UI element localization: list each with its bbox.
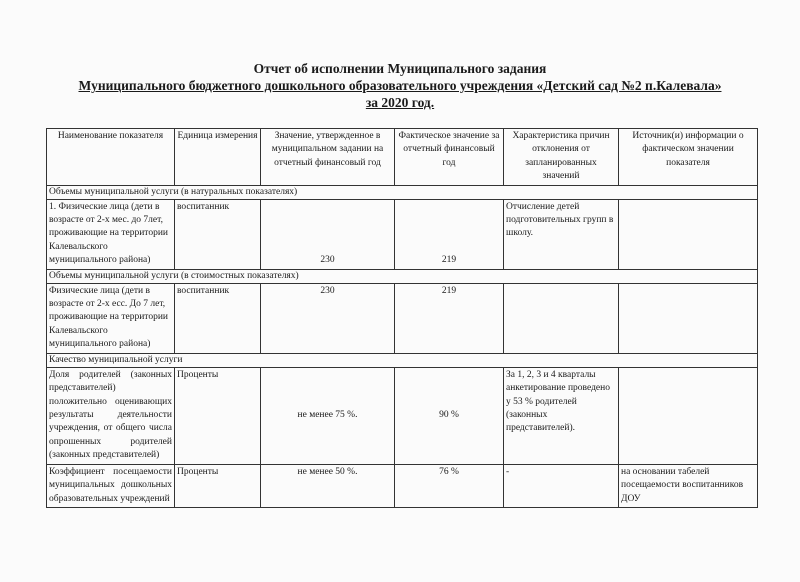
- cell-indicator-name: 1. Физические лица (дети в возрасте от 2-х мес. до 7лет, проживающие на территории Калевальского муниципального района): [47, 199, 175, 269]
- cell-planned-value: не менее 50 %.: [261, 464, 395, 507]
- cell-actual-value: 90 %: [395, 367, 504, 464]
- cell-unit: Проценты: [175, 367, 261, 464]
- section-row: [47, 353, 758, 367]
- cell-unit: воспитанник: [175, 199, 261, 269]
- section-row: [47, 269, 758, 283]
- cell-deviation-reason: Отчисление детей подготовительных групп в школу.: [504, 199, 619, 269]
- report-table: [46, 128, 758, 508]
- cell-deviation-reason: За 1, 2, 3 и 4 кварталы анкетирование проведено у 53 % родителей (законных представителей).: [504, 367, 619, 464]
- section-natural-volume: Объемы муниципальной услуги (в натуральных показателях): [47, 185, 758, 199]
- section-quality: Качество муниципальной услуги: [47, 353, 758, 367]
- cell-indicator-name: Коэффициент посещаемости муниципальных дошкольных образовательных учреждений: [47, 464, 175, 507]
- header-actual-value: Фактическое значение за отчетный финансовый год: [395, 129, 504, 186]
- cell-unit: Проценты: [175, 464, 261, 507]
- cell-actual-value: 76 %: [395, 464, 504, 507]
- cell-info-source: [619, 199, 758, 269]
- header-indicator-name: Наименование показателя: [47, 129, 175, 186]
- cell-indicator-name: Физические лица (дети в возрасте от 2-х есс. До 7 лет, проживающие на территории Калевальского муниципального района): [47, 283, 175, 353]
- cell-info-source: [619, 367, 758, 464]
- header-deviation-reason: Характеристика причин отклонения от запланированных значений: [504, 129, 619, 186]
- cell-info-source: [619, 283, 758, 353]
- section-cost-volume: Объемы муниципальной услуги (в стоимостных показателях): [47, 269, 758, 283]
- table-row: [47, 464, 758, 507]
- cell-info-source: на основании табелей посещаемости воспитанников ДОУ: [619, 464, 758, 507]
- header-unit: Единица измерения: [175, 129, 261, 186]
- header-planned-value: Значение, утвержденное в муниципальном задании на отчетный финансовый год: [261, 129, 395, 186]
- cell-actual-value: 219: [395, 283, 504, 353]
- cell-deviation-reason: -: [504, 464, 619, 507]
- table-row: [47, 367, 758, 464]
- report-year: за 2020 год.: [365, 95, 435, 110]
- cell-actual-value: 219: [395, 199, 504, 269]
- report-title: Отчет об исполнении Муниципального задания: [253, 61, 547, 76]
- table-row: [47, 283, 758, 353]
- cell-indicator-name: Доля родителей (законных представителей) положительно оценивающих результаты деятельности учреждения, от общего числа опрошенных родителей (законных представителей): [47, 367, 175, 464]
- cell-deviation-reason: [504, 283, 619, 353]
- header-info-source: Источник(и) информации о фактическом значении показателя: [619, 129, 758, 186]
- cell-unit: воспитанник: [175, 283, 261, 353]
- table-header-row: [47, 129, 758, 186]
- cell-planned-value: 230: [261, 199, 395, 269]
- organization-name: Муниципального бюджетного дошкольного образовательного учреждения «Детский сад №2 п.Калевала»: [78, 78, 722, 93]
- cell-planned-value: не менее 75 %.: [261, 367, 395, 464]
- table-row: [47, 199, 758, 269]
- cell-planned-value: 230: [261, 283, 395, 353]
- section-row: [47, 185, 758, 199]
